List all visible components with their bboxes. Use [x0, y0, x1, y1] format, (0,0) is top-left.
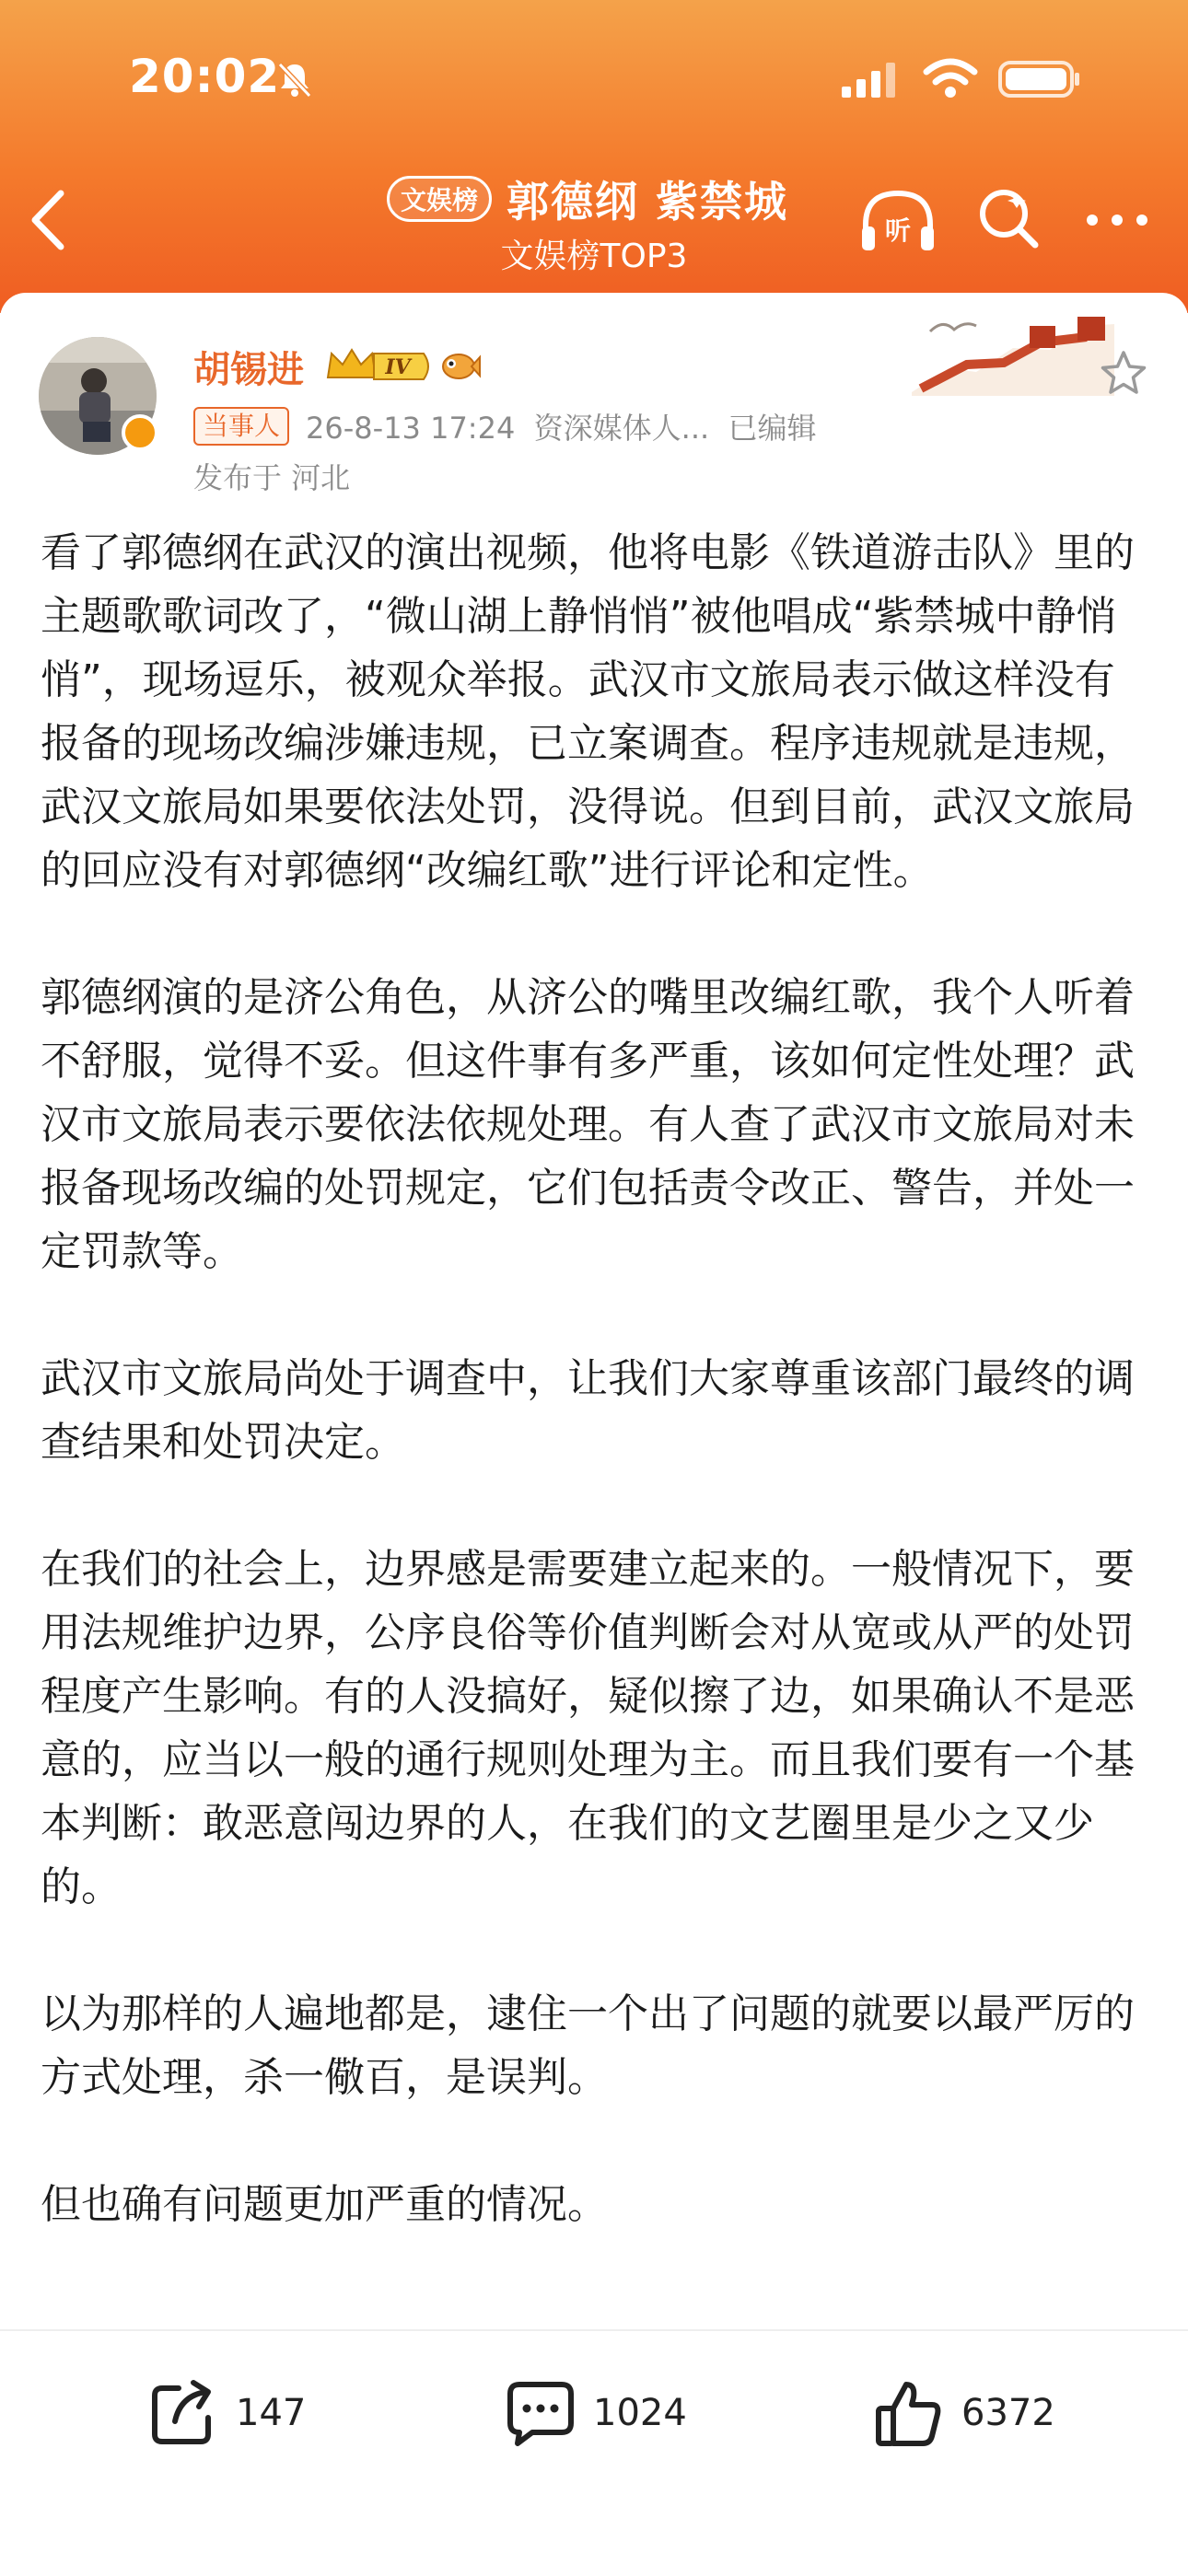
share-button[interactable]: [147, 2377, 306, 2449]
post-paragraph: 但也确有问题更加严重的情况。: [41, 2181, 608, 2228]
comment-icon: [505, 2377, 577, 2449]
vip-crown-icon: [324, 344, 435, 389]
post-time-source: 26-8-13 17:24 资深媒体人... 已编辑: [306, 411, 817, 446]
fish-badge-icon: [438, 346, 481, 383]
post-paragraph: 看了郭德纲在武汉的演出视频，他将电影《铁道游击队》里的主题歌歌词改了，“微山湖上静悄悄”被他唱成“紫禁城中静悄悄”，现场逗乐，被观众举报。武汉市文旅局表示做这样没有报备的现场改编涉嫌违规，已立案调查。程序违规就是违规，武汉文旅局如果要依法处罚，没得说。但到目前，武汉文旅局的回应没有对郭德纲“改编红歌”进行评论和定性。: [41, 529, 1135, 894]
role-tag: 当事人: [193, 407, 289, 446]
post-meta: [193, 405, 817, 447]
author-name[interactable]: 胡锡进: [193, 349, 304, 391]
battery-icon: [998, 59, 1081, 99]
search-icon[interactable]: [976, 186, 1041, 250]
level-badge: IV: [385, 355, 411, 379]
post-paragraph: 武汉市文旅局尚处于调查中，让我们大家尊重该部门最终的调查结果和处罚决定。: [41, 1355, 1135, 1466]
page-subtitle: 文娱榜TOP3: [500, 238, 688, 275]
comment-count: 1024: [593, 2392, 687, 2434]
svg-text:听: 听: [884, 215, 912, 246]
post-paragraph: 在我们的社会上，边界感是需要建立起来的。一般情况下，要用法规维护边界，公序良俗等价值判断会对从宽或从严的处罚程度产生影响。有的人没搞好，疑似擦了边，如果确认不是恶意的，应当以一般的通行规则处理为主。而且我们要有一个基本判断：敢恶意闯边界的人，在我们的文艺圈里是少之又少的。: [41, 1546, 1135, 1910]
share-count: 147: [236, 2392, 307, 2434]
page-title: 郭德纲 紫禁城: [507, 177, 789, 226]
comment-button[interactable]: [505, 2377, 687, 2449]
share-icon: [147, 2377, 219, 2449]
post-content: [41, 521, 1155, 2300]
title-row: [387, 169, 788, 228]
post-paragraph: 以为那样的人遍地都是，逮住一个出了问题的就要以最严厉的方式处理，杀一儆百，是误判。: [41, 1990, 1135, 2101]
more-icon[interactable]: [1085, 206, 1149, 234]
like-count: 6372: [961, 2392, 1055, 2434]
mute-bell-icon: [274, 59, 315, 99]
action-bar: [0, 2329, 1188, 2576]
ranking-badge: 文娱榜: [387, 176, 492, 222]
post-paragraph: 郭德纲演的是济公角色，从济公的嘴里改编红歌，我个人听着不舒服，觉得不妥。但这件事有多严重，该如何定性处理？武汉市文旅局表示要依法依规处理。有人查了武汉市文旅局对未报备现场改编的处罚规定，它们包括责令改正、警告，并处一定罚款等。: [41, 974, 1135, 1275]
wifi-icon: [923, 57, 978, 99]
signal-icon: [840, 61, 904, 99]
listen-icon[interactable]: [858, 186, 938, 260]
status-time: 20:02: [129, 50, 281, 103]
like-button[interactable]: [873, 2377, 1055, 2449]
verified-badge-icon: [122, 414, 158, 451]
great-wall-decoration-icon: [912, 304, 1114, 396]
thumbs-up-icon: [873, 2377, 945, 2449]
favorite-star-icon[interactable]: [1098, 348, 1149, 400]
post-location: 发布于 河北: [193, 460, 351, 495]
